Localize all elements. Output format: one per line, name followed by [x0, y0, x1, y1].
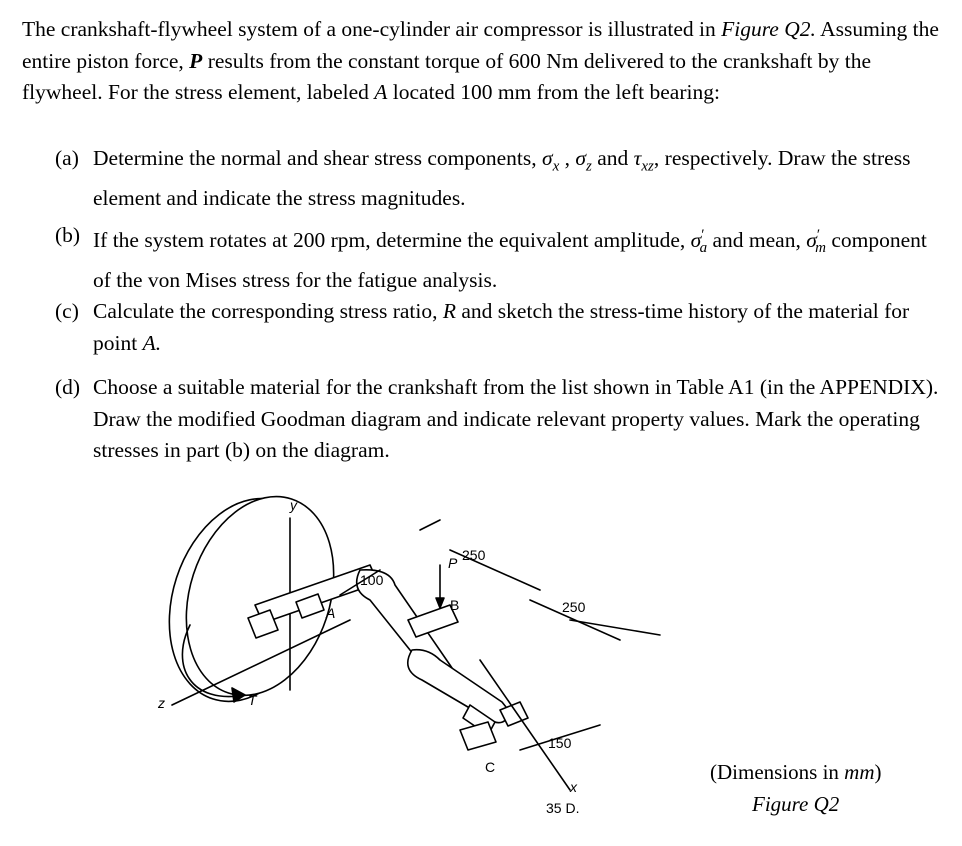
question-b-label: (b)	[55, 223, 81, 247]
dimensions-caption: (Dimensions in mm)	[710, 760, 882, 784]
label-y: y	[290, 497, 297, 513]
label-z: z	[158, 695, 165, 711]
question-d-label: (d)	[55, 375, 81, 399]
label-x: x	[570, 779, 577, 795]
label-B: B	[450, 597, 460, 613]
figure-caption: Figure Q2	[752, 792, 840, 816]
question-a: (a) Determine the normal and shear stress components, $\sigma_x$ , $\sigma_z$ and $\tau_{xz}$, respectively. Draw the stress element and indicate the stress magnitudes.	[55, 143, 940, 214]
question-b: (b) If the system rotates at 200 rpm, determine the equivalent amplitude, $\sigma'_a$ and mean, $\sigma'_m$ component of the von Mises stress for the fatigue analysis.	[55, 220, 940, 296]
question-d: (d) Choose a suitable material for the crankshaft from the list shown in Table A1 (in the APPENDIX). Draw the modified Goodman diagram and indicate relevant property values. Mark the operating stresses in part (b) on the diagram.	[55, 372, 940, 467]
dim-100: 100	[360, 572, 384, 588]
label-P: P	[448, 555, 458, 571]
label-T: T	[248, 692, 257, 708]
crank-arm-2	[408, 650, 510, 723]
question-c: (c) Calculate the corresponding stress ratio, R and sketch the stress-time history of the material for point A.	[55, 296, 940, 359]
dim-250-right: 250	[562, 599, 586, 615]
dim-250-top: 250	[462, 547, 486, 563]
dim-150: 150	[548, 735, 572, 751]
dim-35D: 35 D.	[546, 800, 580, 816]
label-C: C	[485, 759, 496, 775]
crankshaft-figure	[150, 490, 670, 840]
question-c-label: (c)	[55, 299, 79, 323]
question-a-label: (a)	[55, 146, 79, 170]
label-A: A	[326, 605, 336, 621]
intro-paragraph: The crankshaft-flywheel system of a one-cylinder air compressor is illustrated in Figure Q2. Assuming the entire piston force, P results from the constant torque of 600 Nm delivered to the crankshaft by the flywheel. For the stress element, labeled A located 100 mm from the left bearing:	[22, 17, 939, 104]
